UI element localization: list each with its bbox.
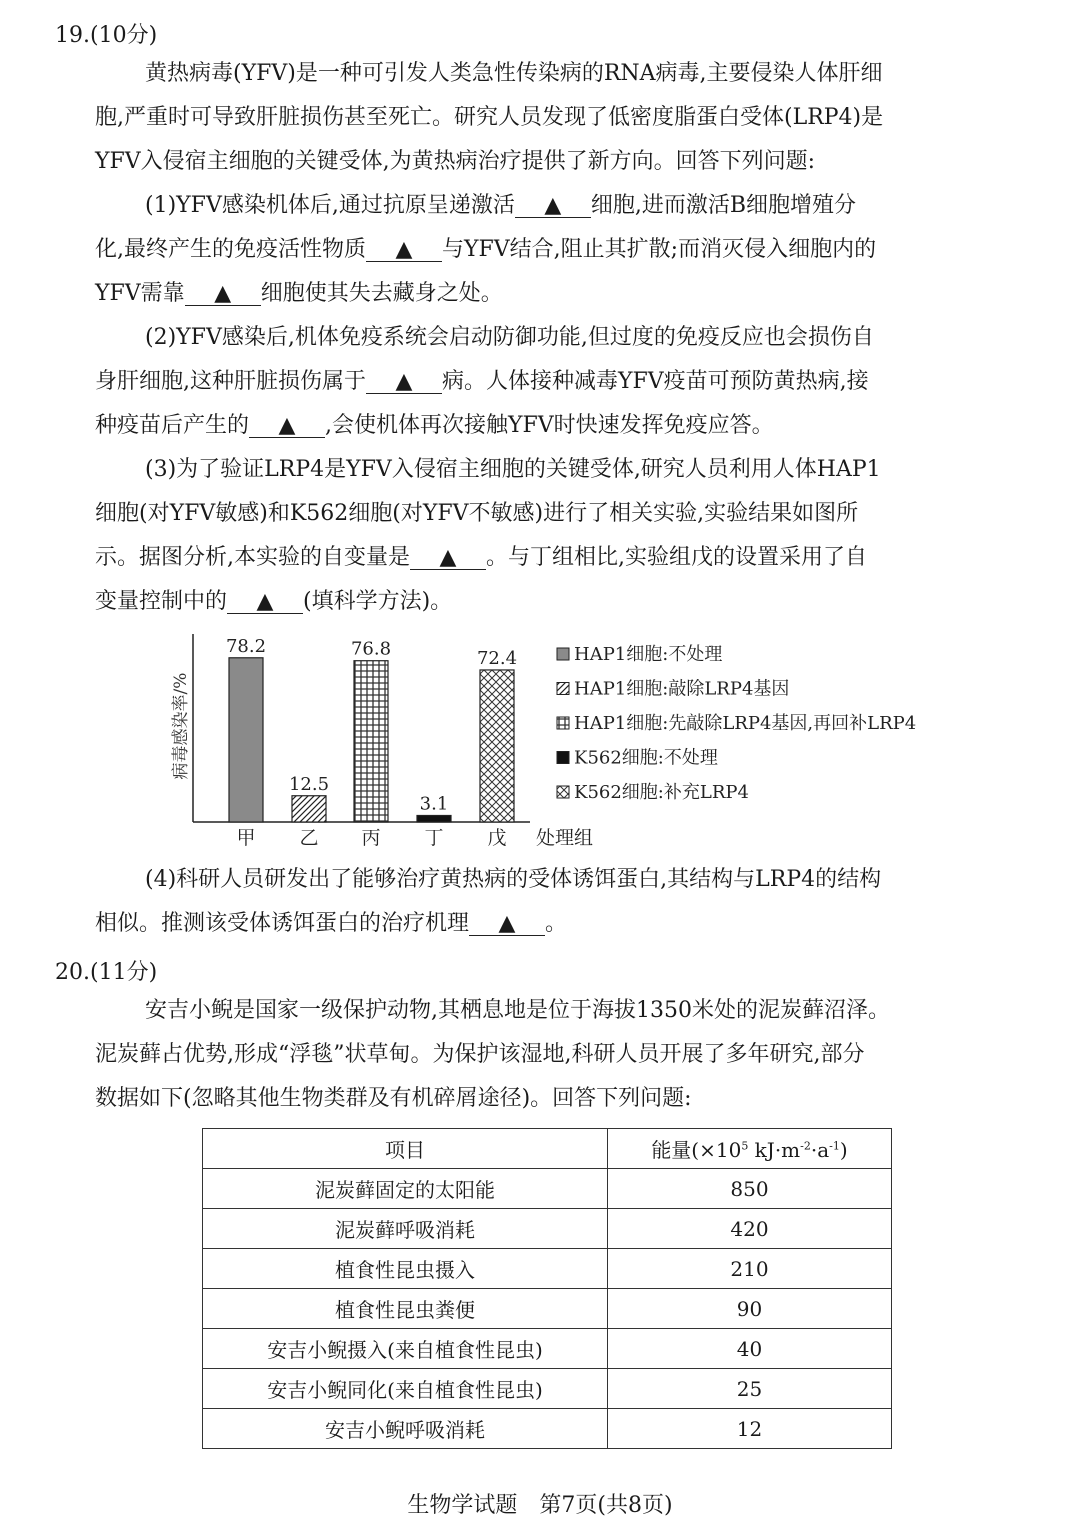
text: -2 [800, 1139, 811, 1153]
text: (1)YFV感染机体后,通过抗原呈递激活 [145, 193, 515, 218]
table-cell: 植食性昆虫粪便 [203, 1289, 608, 1329]
text: 。与丁组相比,实验组戊的设置采用了自 [486, 545, 867, 570]
text: 病。人体接种减毒YFV疫苗可预防黄热病,接 [442, 369, 869, 394]
table-cell: 90 [608, 1289, 892, 1329]
text: ) [839, 1138, 848, 1162]
text: 示。据图分析,本实验的自变量是 [95, 545, 410, 570]
header-energy [608, 1129, 892, 1169]
category-label: 甲 [236, 827, 256, 849]
chart-legend [557, 644, 916, 803]
header-item: 项目 [203, 1129, 608, 1169]
text: 种疫苗后产生的 [95, 413, 250, 438]
table-cell: 40 [608, 1329, 892, 1369]
table-row [203, 1249, 892, 1289]
q19-part4-line1: (4)科研人员研发出了能够治疗黄热病的受体诱饵蛋白,其结构与LRP4的结构 [145, 867, 882, 892]
answer-blank[interactable]: ▲ [185, 283, 261, 306]
table-cell: 420 [608, 1209, 892, 1249]
page-footer: 生物学试题 第7页(共8页) [407, 1493, 673, 1518]
text: 化,最终产生的免疫活性物质 [95, 237, 366, 262]
legend-label: HAP1细胞:先敲除LRP4基因,再回补LRP4 [574, 713, 917, 734]
category-label: 丙 [361, 827, 381, 849]
text: 变量控制中的 [95, 589, 228, 614]
table-cell: 安吉小鲵呼吸消耗 [203, 1409, 608, 1449]
y-axis-label: 病毒感染率/% [171, 672, 191, 780]
table-cell: 安吉小鲵摄入(来自植食性昆虫) [203, 1329, 608, 1369]
table-cell: 植食性昆虫摄入 [203, 1249, 608, 1289]
text: 细胞使其失去藏身之处。 [260, 281, 503, 306]
legend-label: K562细胞:不处理 [574, 747, 718, 769]
table-cell: 25 [608, 1369, 892, 1409]
q19-part2-line1: (2)YFV感染后,机体免疫系统会启动防御功能,但过度的免疫反应也会损伤自 [145, 325, 874, 350]
bar-value-label: 76.8 [350, 638, 392, 660]
answer-blank[interactable]: ▲ [366, 239, 442, 262]
chart-bars [226, 636, 517, 849]
answer-blank[interactable]: ▲ [227, 591, 303, 614]
q20-intro-line: 数据如下(忽略其他生物类群及有机碎屑途径)。回答下列问题: [95, 1086, 692, 1111]
q20-intro [95, 989, 1000, 1121]
text: 细胞,进而激活B细胞增殖分 [590, 193, 857, 218]
table-row [203, 1369, 892, 1409]
bar [354, 661, 388, 822]
q19-part2-line3 [95, 404, 1000, 448]
answer-blank[interactable]: ▲ [469, 913, 545, 936]
q19-intro-line: 黄热病毒(YFV)是一种可引发人类急性传染病的RNA病毒,主要侵染人体肝细 [145, 61, 883, 86]
bar [480, 670, 514, 822]
text: 能量(×10 [651, 1138, 742, 1162]
q19-intro-line: 胞,严重时可导致肝脏损伤甚至死亡。研究人员发现了低密度脂蛋白受体(LRP4)是 [95, 105, 884, 130]
answer-blank[interactable]: ▲ [410, 547, 486, 570]
legend-swatch [557, 786, 569, 798]
category-label: 戊 [487, 827, 507, 849]
table-row [203, 1409, 892, 1449]
text: (填科学方法)。 [303, 589, 453, 614]
text: 5 [741, 1139, 749, 1153]
table-cell: 210 [608, 1249, 892, 1289]
legend-swatch [557, 683, 569, 695]
answer-blank[interactable]: ▲ [249, 415, 325, 438]
q19-part3-line4 [95, 580, 1000, 624]
q20-intro-line: 安吉小鲵是国家一级保护动物,其栖息地是位于海拔1350米处的泥炭藓沼泽。 [145, 998, 890, 1023]
table-row [203, 1209, 892, 1249]
q19-part3-line2: 细胞(对YFV敏感)和K562细胞(对YFV不敏感)进行了相关实验,实验结果如图所 [95, 501, 859, 526]
bar-value-label: 3.1 [419, 793, 449, 815]
q19-part2 [95, 316, 1000, 448]
text: 身肝细胞,这种肝脏损伤属于 [95, 369, 366, 394]
table-row [203, 1169, 892, 1209]
table-cell: 泥炭藓固定的太阳能 [203, 1169, 608, 1209]
table-row [203, 1289, 892, 1329]
legend-label: HAP1细胞:不处理 [574, 644, 723, 665]
table-header-row [203, 1129, 892, 1169]
q20-intro-line: 泥炭藓占优势,形成“浮毯”状草甸。为保护该湿地,科研人员开展了多年研究,部分 [95, 1042, 865, 1067]
legend-swatch [557, 717, 569, 729]
table-cell: 850 [608, 1169, 892, 1209]
q19-part3-line1: (3)为了验证LRP4是YFV入侵宿主细胞的关键受体,研究人员利用人体HAP1 [145, 457, 881, 482]
question-19-heading: 19.(10分) [55, 23, 158, 48]
q19-part4-line2 [95, 902, 1000, 946]
q19-part3 [95, 448, 1000, 624]
q19-part1-line3 [95, 272, 1000, 316]
text: 相似。推测该受体诱饵蛋白的治疗机理 [95, 911, 470, 936]
table-cell: 安吉小鲵同化(来自植食性昆虫) [203, 1369, 608, 1409]
table-cell: 泥炭藓呼吸消耗 [203, 1209, 608, 1249]
energy-data-table [202, 1128, 892, 1449]
legend-swatch [557, 752, 569, 764]
infection-rate-bar-chart [160, 626, 1020, 858]
text: YFV需靠 [95, 281, 185, 306]
text: 与YFV结合,阻止其扩散;而消灭侵入细胞内的 [442, 237, 877, 262]
q19-part2-line2 [95, 360, 1000, 404]
legend-label: K562细胞:补充LRP4 [574, 782, 749, 803]
category-label: 丁 [424, 827, 444, 849]
text: 。 [545, 911, 568, 936]
x-axis-label: 处理组 [536, 827, 594, 849]
q19-intro [95, 52, 1000, 184]
text: kJ·m [748, 1138, 801, 1162]
q19-part4 [95, 858, 1000, 946]
table-cell: 12 [608, 1409, 892, 1449]
q19-part3-line3 [95, 536, 1000, 580]
text: -1 [829, 1139, 840, 1153]
legend-label: HAP1细胞:敲除LRP4基因 [574, 678, 790, 700]
table-row [203, 1329, 892, 1369]
legend-swatch [557, 648, 569, 660]
bar [417, 815, 451, 822]
bar-value-label: 78.2 [225, 635, 267, 657]
bar [229, 658, 263, 822]
category-label: 乙 [299, 827, 319, 849]
text: ,会使机体再次接触YFV时快速发挥免疫应答。 [325, 413, 774, 438]
bar-value-label: 72.4 [476, 647, 518, 669]
q19-part1-line1 [95, 184, 1000, 228]
bar-value-label: 12.5 [288, 773, 330, 795]
text: ·a [810, 1138, 830, 1162]
q19-intro-line: YFV入侵宿主细胞的关键受体,为黄热病治疗提供了新方向。回答下列问题: [95, 149, 816, 174]
question-20-heading: 20.(11分) [55, 960, 158, 985]
q19-part1-line2 [95, 228, 1000, 272]
answer-blank[interactable]: ▲ [515, 195, 591, 218]
q19-part1 [95, 184, 1000, 316]
bar [292, 796, 326, 822]
answer-blank[interactable]: ▲ [366, 371, 442, 394]
